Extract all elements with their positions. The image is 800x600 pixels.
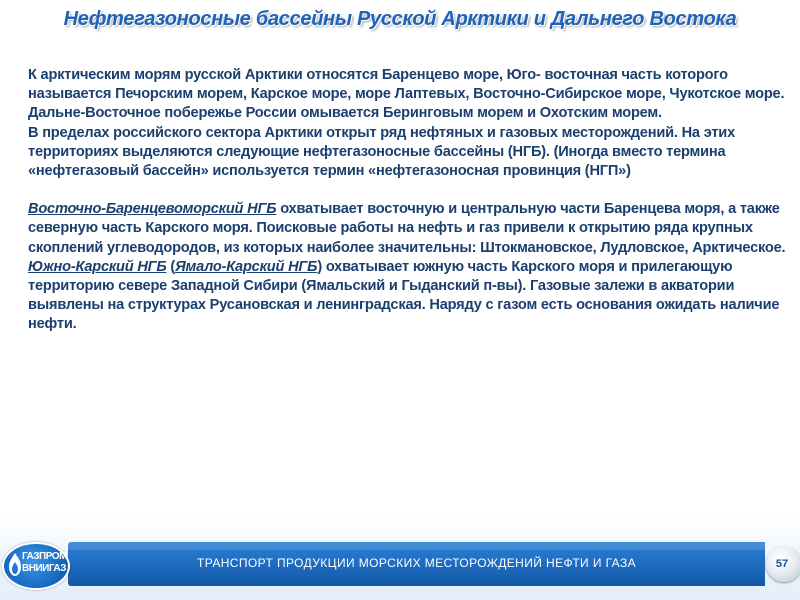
- logo-line-1: ГАЗПРОМ: [22, 551, 67, 562]
- company-logo: [2, 542, 78, 588]
- footer-bar: [68, 542, 765, 586]
- paragraph-south-kara: [28, 258, 798, 335]
- south-kara-paren-open: (: [166, 258, 176, 275]
- paragraph-arctic-seas: К арктическим морям русской Арктики относятся Баренцево море, Юго- восточная часть которого называется Печорским морем, Карское море, море Лаптевых, Восточно-Сибирское море, Чукотское море. Дальне-Восточное побережье России омывается Беринговым морем и Охотским морем.: [28, 67, 785, 122]
- paragraph-east-barents: [28, 200, 798, 258]
- slide-title: Нефтегазоносные бассейны Русской Арктики и Дальнего Востока: [63, 8, 737, 30]
- south-kara-basin-link[interactable]: Южно-Карский НГБ: [28, 258, 167, 275]
- east-barents-basin-link[interactable]: Восточно-Баренцевоморский НГБ: [28, 201, 277, 218]
- page-number-badge: [766, 546, 800, 582]
- yamal-kara-basin-link[interactable]: Ямало-Карский НГБ: [175, 258, 318, 275]
- footer-caption: ТРАНСПОРТ ПРОДУКЦИИ МОРСКИХ МЕСТОРОЖДЕНИЙ НЕФТИ И ГАЗА: [197, 556, 636, 570]
- paragraph-spacer: [28, 181, 798, 200]
- body-text: [28, 66, 798, 335]
- south-kara-description: ) охватывает южную часть Карского моря и прилегающую территорию севере Западной Сибири (Ямальский и Гыданский п-вы). Газовые залежи в акватории выявлены на структурах Русановская и ленинградская. Наряду с газом есть основания ожидать наличие нефти.: [28, 258, 780, 333]
- page-number: 57: [775, 558, 789, 570]
- logo-text: [22, 551, 67, 575]
- logo-line-2: ВНИИГАЗ: [22, 563, 66, 574]
- east-barents-description: охватывает восточную и центральную части Баренцева моря, а также северную часть Карского моря. Поисковые работы на нефть и газ привели к открытию ряда крупных скоплений углеводородов, из которых наиболее значительны: Штокмановское, Лудловское, Арктическое.: [28, 201, 786, 256]
- paragraph-basins-intro: В пределах российского сектора Арктики открыт ряд нефтяных и газовых месторождений. На этих территориях выделяются следующие нефтегазоносные бассейны (НГБ). (Иногда вместо термина «нефтегазовый бассейн» используется термин «нефтегазоносная провинция (НГП»): [28, 124, 735, 180]
